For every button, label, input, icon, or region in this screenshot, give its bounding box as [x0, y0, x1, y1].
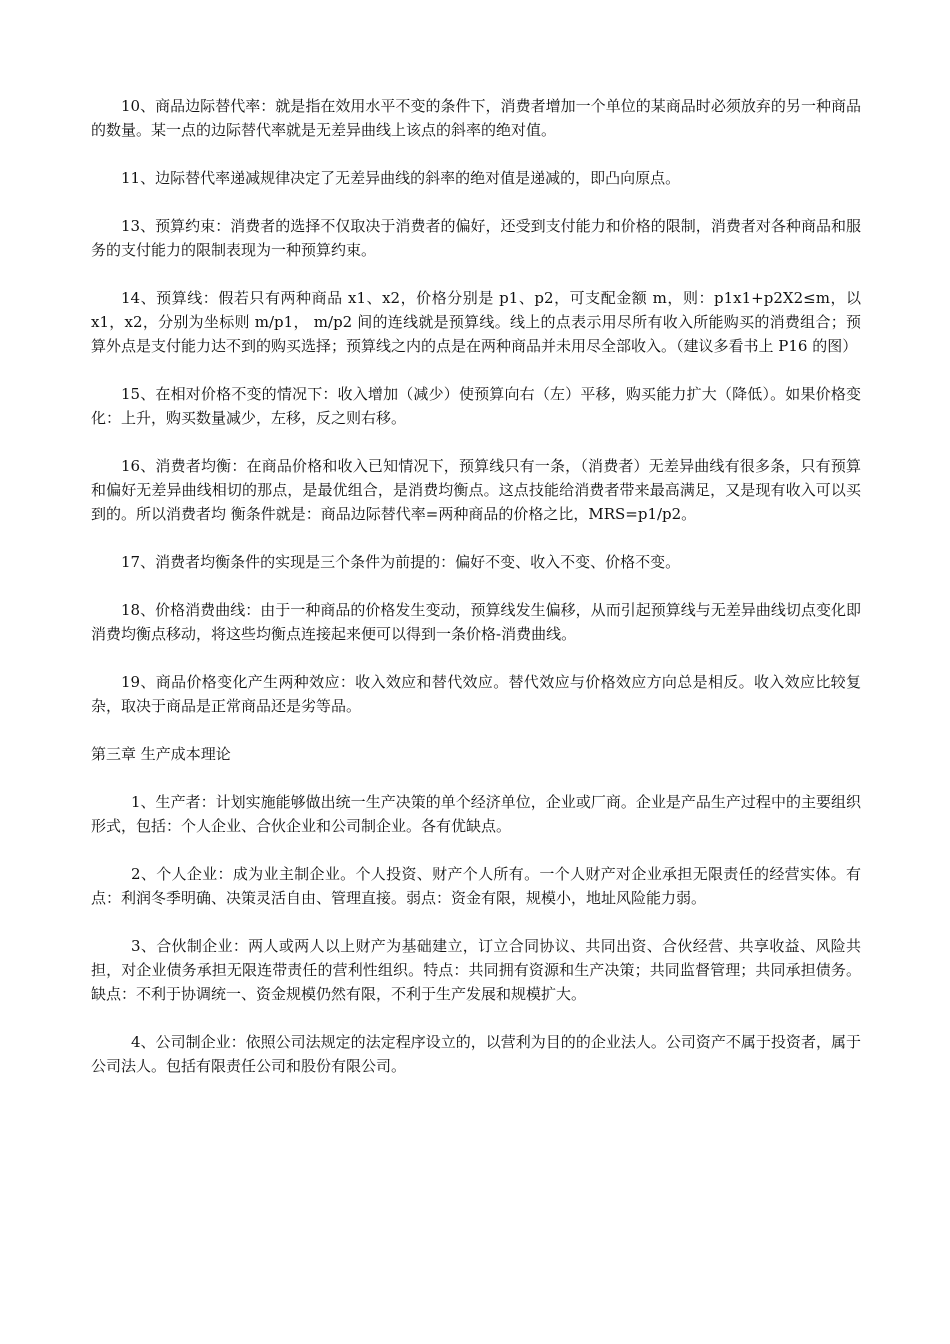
- document-body: [91, 94, 861, 1102]
- paragraph-19: 19、商品价格变化产生两种效应：收入效应和替代效应。替代效应与价格效应方向总是相反。收入效应比较复杂，取决于商品是正常商品还是劣等品。: [91, 673, 861, 715]
- paragraph-ch3-3: 3、合伙制企业：两人或两人以上财产为基础建立，订立合同协议、共同出资、合伙经营、共享收益、风险共担，对企业债务承担无限连带责任的营利性组织。特点：共同拥有资源和生产决策；共同监督管理；共同承担债务。缺点：不利于协调统一、资金规模仍然有限，不利于生产发展和规模扩大。: [91, 937, 861, 1003]
- paragraph-ch3-1: 1、生产者：计划实施能够做出统一生产决策的单个经济单位，企业或厂商。企业是产品生产过程中的主要组织形式，包括：个人企业、合伙企业和公司制企业。各有优缺点。: [91, 793, 861, 835]
- paragraph-11: 11、边际替代率递减规律决定了无差异曲线的斜率的绝对值是递减的，即凸向原点。: [121, 169, 681, 187]
- paragraph-ch3-2: 2、个人企业：成为业主制企业。个人投资、财产个人所有。一个人财产对企业承担无限责任的经营实体。有点：利润冬季明确、决策灵活自由、管理直接。弱点：资金有限，规模小，地址风险能力弱。: [91, 865, 861, 907]
- paragraph-14: 14、预算线：假若只有两种商品 x1、x2，价格分别是 p1、p2，可支配金额 m，则：p1x1+p2X2≤m，以 x1，x2，分别为坐标则 m/p1， m/p2 间的连线就是预算线。线上的点表示用尽所有收入所能购买的消费组合；预算外点是支付能力达不到的购买选择；预算线之内的点是在两种商品并未用尽全部收入。（建议多看书上 P16 的图）: [91, 289, 861, 355]
- paragraph-13: 13、预算约束：消费者的选择不仅取决于消费者的偏好，还受到支付能力和价格的限制，消费者对各种商品和服务的支付能力的限制表现为一种预算约束。: [91, 217, 861, 259]
- chapter-title: 第三章 生产成本理论: [91, 745, 231, 763]
- paragraph-18: 18、价格消费曲线：由于一种商品的价格发生变动，预算线发生偏移，从而引起预算线与无差异曲线切点变化即消费均衡点移动，将这些均衡点连接起来便可以得到一条价格-消费曲线。: [91, 601, 861, 643]
- paragraph-10: 10、商品边际替代率：就是指在效用水平不变的条件下，消费者增加一个单位的某商品时必须放弃的另一种商品的数量。某一点的边际替代率就是无差异曲线上该点的斜率的绝对值。: [91, 97, 861, 139]
- paragraph-17: 17、消费者均衡条件的实现是三个条件为前提的：偏好不变、收入不变、价格不变。: [121, 553, 681, 571]
- paragraph-ch3-4: 4、公司制企业：依照公司法规定的法定程序设立的，以营利为目的的企业法人。公司资产不属于投资者，属于公司法人。包括有限责任公司和股份有限公司。: [91, 1033, 861, 1075]
- paragraph-15: 15、在相对价格不变的情况下：收入增加（减少）使预算向右（左）平移，购买能力扩大（降低）。如果价格变化：上升，购买数量减少，左移，反之则右移。: [91, 385, 861, 427]
- paragraph-16: 16、消费者均衡：在商品价格和收入已知情况下，预算线只有一条，（消费者）无差异曲线有很多条，只有预算和偏好无差异曲线相切的那点，是最优组合，是消费均衡点。这点技能给消费者带来最高满足，又是现有收入可以买到的。所以消费者均 衡条件就是：商品边际替代率=两种商品的价格之比，MRS=p1/p2。: [91, 457, 861, 523]
